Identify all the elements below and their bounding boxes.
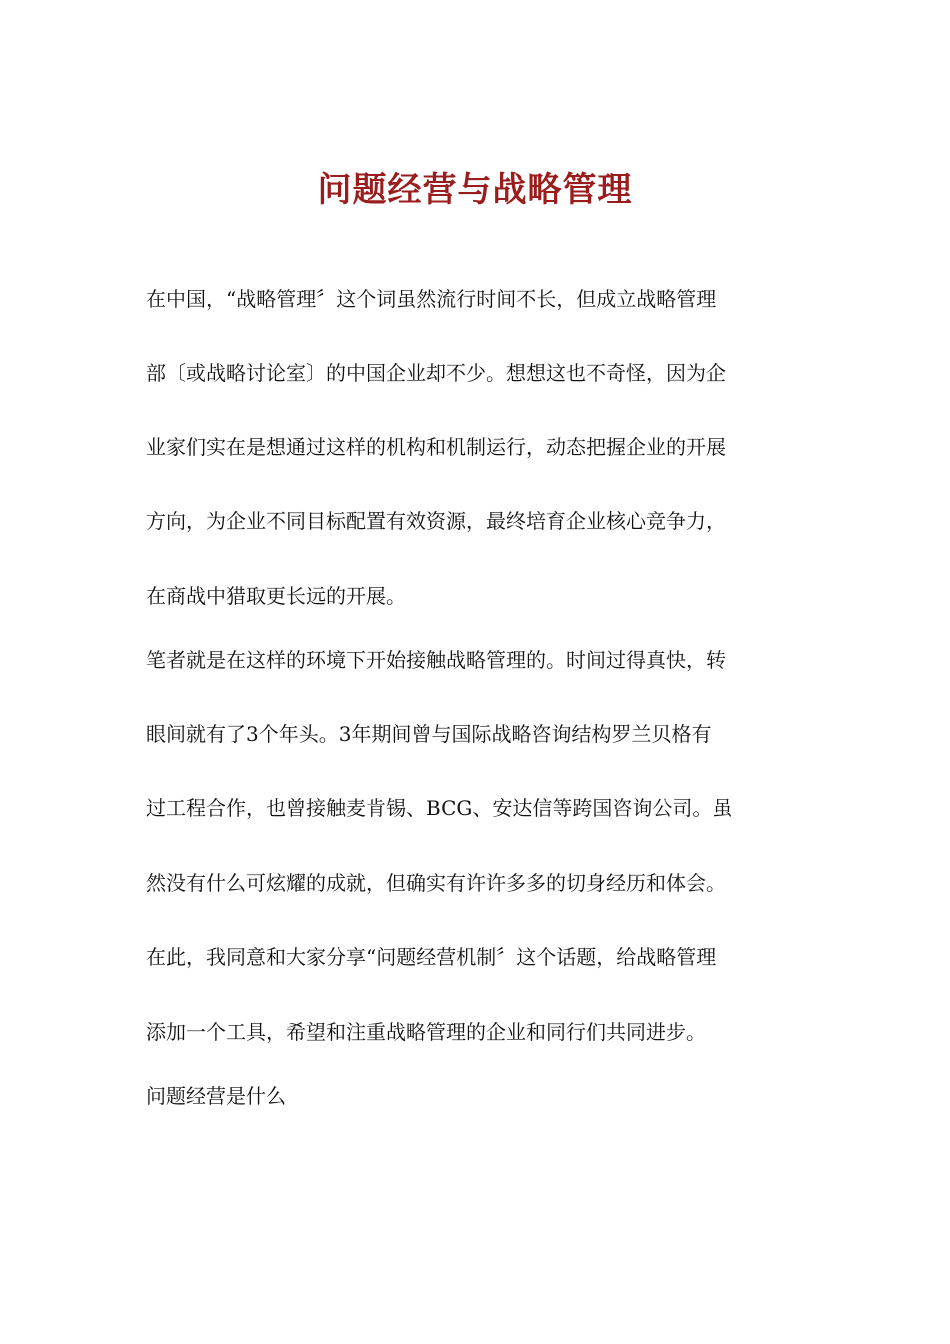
paragraph-line: 方向，为企业不同目标配置有效资源，最终培育企业核心竞争力，: [146, 509, 726, 533]
paragraph-line: 眼间就有了3个年头。3年期间曾与国际战略咨询结构罗兰贝格有: [146, 722, 712, 746]
paragraph-line: 添加一个工具，希望和注重战略管理的企业和同行们共同进步。: [146, 1020, 706, 1044]
paragraph-line: 笔者就是在这样的环境下开始接触战略管理的。时间过得真快，转: [146, 648, 726, 672]
paragraph-line: 在商战中猎取更长远的开展。: [146, 584, 406, 608]
document-title: 问题经营与战略管理: [317, 170, 633, 210]
paragraph-line: 在此，我同意和大家分享“问题经营机制〞这个话题，给战略管理: [146, 945, 717, 969]
paragraph-line: 业家们实在是想通过这样的机构和机制运行，动态把握企业的开展: [146, 435, 726, 459]
paragraph-line: 部〔或战略讨论室〕的中国企业却不少。想想这也不奇怪，因为企: [146, 361, 726, 385]
paragraph-line: 然没有什么可炫耀的成就，但确实有许许多多的切身经历和体会。: [146, 871, 726, 895]
section-heading: 问题经营是什么: [146, 1084, 286, 1108]
paragraph-line: 过工程合作，也曾接触麦肯锡、BCG、安达信等跨国咨询公司。虽: [146, 796, 733, 820]
paragraph-line: 在中国，“战略管理〞这个词虽然流行时间不长，但成立战略管理: [146, 287, 717, 311]
